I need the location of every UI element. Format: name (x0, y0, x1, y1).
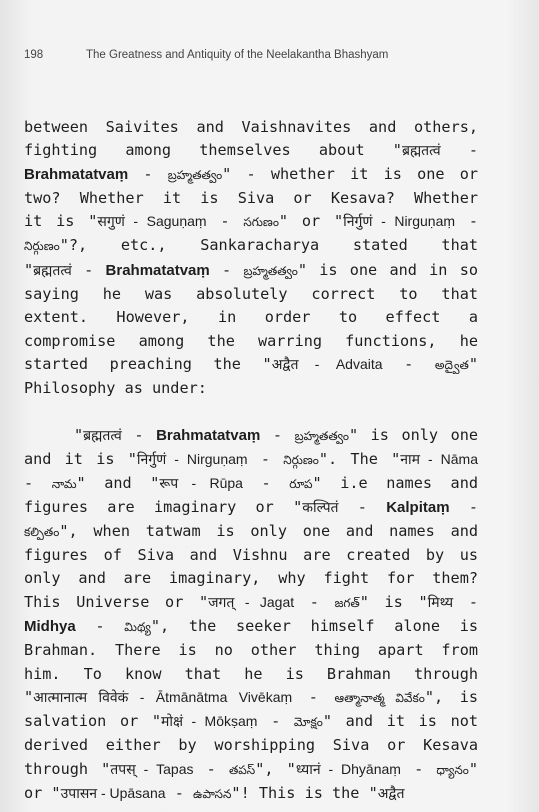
text-run: - (292, 687, 335, 706)
text-run: between Saivites and Vaishnavites and others, (24, 118, 478, 136)
telugu-term: తపస్ (228, 762, 256, 777)
text-run: " is only one (348, 425, 479, 444)
text-line (24, 139, 478, 162)
text-run: - (71, 260, 106, 279)
text-run: or " (24, 784, 61, 803)
telugu-term: ధ్యానం (436, 762, 469, 777)
text-line (24, 353, 478, 377)
text-line (24, 163, 478, 187)
text-line (24, 591, 478, 615)
text-run: - (440, 141, 478, 160)
text-run: - (453, 592, 478, 611)
telugu-term: నిర్గుణం (283, 452, 319, 467)
telugu-term: రూప (289, 477, 313, 492)
text-run: two? Whether it is Siva or Kesava? Whether (24, 188, 478, 207)
text-run: - (338, 498, 387, 517)
text-run: - (75, 616, 125, 635)
text-run: " (24, 687, 34, 706)
sanskrit-term: मोक्षं - Mōkṣaṃ (161, 713, 258, 730)
text-line (24, 234, 478, 258)
sanskrit-term: रूप - Rūpa (159, 475, 243, 492)
text-run: figures are imaginary or " (24, 498, 303, 517)
sanskrit-term: नाम - Nāma (400, 450, 478, 467)
text-line (24, 758, 478, 782)
text-run: " (24, 260, 34, 279)
text-run: salvation or " (24, 712, 162, 731)
telugu-term: నిర్గుణం (24, 239, 60, 254)
sanskrit-term: निर्गुणं - Nirguṇaṃ (343, 213, 456, 230)
telugu-term: ఆత్మానాత్మ వివేకం (334, 690, 425, 705)
telugu-term: కల్పితం (24, 524, 60, 539)
body-text (24, 116, 478, 806)
text-run: extent. However, in order to effect a (24, 308, 478, 327)
sanskrit-term: आत्मानात्म विवेकं - Ātmānātma Vivēkaṃ (33, 688, 293, 705)
text-line (24, 639, 478, 662)
text-run: - (193, 759, 229, 778)
text-run: - (24, 474, 52, 493)
text-run: derived either by worshipping Siva or Kesava (24, 736, 478, 755)
text-run: - (455, 212, 478, 231)
text-run: - (449, 498, 478, 517)
telugu-term: బ్రహ్మతత్వం (243, 263, 298, 278)
text-run: This Universe or " (24, 592, 209, 611)
text-line (24, 615, 478, 639)
text-run: saying he was absolutely correct to that (24, 285, 478, 304)
text-run: - (206, 212, 244, 231)
text-run: - (247, 449, 284, 468)
telugu-term: అద్వైత (434, 357, 469, 372)
text-run: "?, etc., Sankaracharya stated that (59, 236, 478, 255)
text-line (24, 210, 478, 234)
text-run: - (209, 260, 244, 279)
text-run: only and are imaginary, why fight for them? (24, 569, 478, 588)
text-run: - (165, 784, 193, 803)
text-run: started preaching the " (24, 354, 272, 373)
text-run: ", is (424, 687, 478, 706)
paragraph-2 (24, 424, 478, 807)
text-run: it is " (24, 212, 98, 231)
text-line (24, 734, 478, 757)
text-line (24, 259, 478, 283)
bold-term: Brahmatatvaṃ (24, 165, 129, 183)
telugu-term: మోక్షం (293, 715, 323, 730)
telugu-term: బ్రహ్మతత్వం (294, 428, 349, 443)
text-line (24, 782, 478, 806)
text-run: through " (24, 759, 111, 778)
sanskrit-term: कल्पितं (302, 499, 339, 516)
text-line (24, 330, 478, 353)
sanskrit-term: मिथ्य (427, 593, 454, 610)
bold-term: Midhya (24, 617, 76, 635)
sanskrit-term: उपासन - Upāsana (60, 785, 166, 802)
text-run: "! This is the " (231, 784, 378, 803)
text-line (24, 710, 478, 734)
text-run: Philosophy as under: (24, 379, 207, 398)
text-run: - (382, 354, 435, 373)
text-run: - (400, 759, 437, 778)
text-run: " is " (359, 592, 428, 611)
text-run: - (257, 712, 294, 731)
sanskrit-term: ब्रह्मतत्वं (33, 261, 72, 278)
text-line (24, 496, 478, 519)
text-run: ", " (255, 759, 296, 778)
text-run: figures of Siva and Vishnu are created by us (24, 546, 478, 565)
text-run: " (74, 425, 84, 444)
text-run: " (468, 354, 478, 373)
sanskrit-term: अद्वैत (377, 785, 405, 802)
text-run: - (128, 164, 168, 183)
text-line (24, 283, 478, 306)
bold-term: Kalpitaṃ (386, 499, 450, 517)
text-line (24, 306, 478, 329)
sanskrit-term: सगुणं - Saguṇaṃ (97, 213, 207, 230)
text-line (24, 686, 478, 710)
sanskrit-term: ब्रह्मतत्वं (401, 142, 441, 159)
text-line (24, 116, 478, 139)
paragraph-1 (24, 116, 478, 401)
text-run: ", when tatwam is only one and names and (59, 521, 478, 540)
text-run: - (260, 425, 295, 444)
sanskrit-term: निर्गुणं - Nirguṇaṃ (136, 450, 248, 467)
text-line (24, 663, 478, 686)
text-run: - (294, 592, 335, 611)
text-run: - (242, 474, 290, 493)
text-line (24, 544, 478, 567)
text-line (24, 472, 478, 496)
text-run: fighting among themselves about " (24, 141, 402, 160)
text-run: " and it is not (322, 712, 479, 731)
running-header (24, 49, 515, 61)
telugu-term: బ్రహ్మతత్వం (167, 167, 223, 182)
sanskrit-term: तपस् - Tapas (110, 760, 194, 777)
telugu-term: జగత్ (334, 595, 360, 610)
text-run: " and " (76, 474, 160, 493)
bold-term: Brahmatatvaṃ (156, 426, 261, 444)
text-run: and it is " (24, 449, 137, 468)
text-run: compromise among the warring functions, he (24, 331, 478, 350)
text-run: ", the seeker himself alone is (150, 616, 479, 635)
text-line (24, 520, 478, 544)
text-line (24, 377, 478, 400)
sanskrit-term: जगत् - Jagat (208, 593, 295, 610)
text-run: ". The " (318, 449, 401, 468)
running-title: The Greatness and Antiquity of the Neelakantha Bhashyam (86, 49, 389, 61)
sanskrit-term: ब्रह्मतत्वं (83, 426, 122, 443)
text-run: " - whether it is one or (222, 164, 478, 183)
text-line (24, 448, 478, 472)
text-run: " (468, 759, 479, 778)
page-number: 198 (24, 49, 44, 61)
text-line (24, 424, 478, 448)
bold-term: Brahmatatvaṃ (105, 261, 210, 279)
text-run: Brahman. There is no other thing apart from (24, 641, 478, 660)
text-line (24, 567, 478, 590)
telugu-term: మిథ్య (124, 619, 151, 634)
sanskrit-term: अद्वैत - Advaita (271, 355, 383, 372)
text-run: " is one and in so (297, 260, 479, 279)
text-run: " i.e names and (312, 474, 478, 493)
text-line (24, 187, 478, 210)
telugu-term: ఉపాసన (192, 787, 232, 802)
text-run: " or " (278, 212, 344, 231)
text-run: - (121, 425, 157, 444)
text-run: him. To know that he is Brahman through (24, 664, 478, 683)
telugu-term: నామ (51, 477, 77, 492)
sanskrit-term: ध्यानं - Dhyānaṃ (295, 760, 401, 777)
telugu-term: సగుణం (243, 215, 279, 230)
